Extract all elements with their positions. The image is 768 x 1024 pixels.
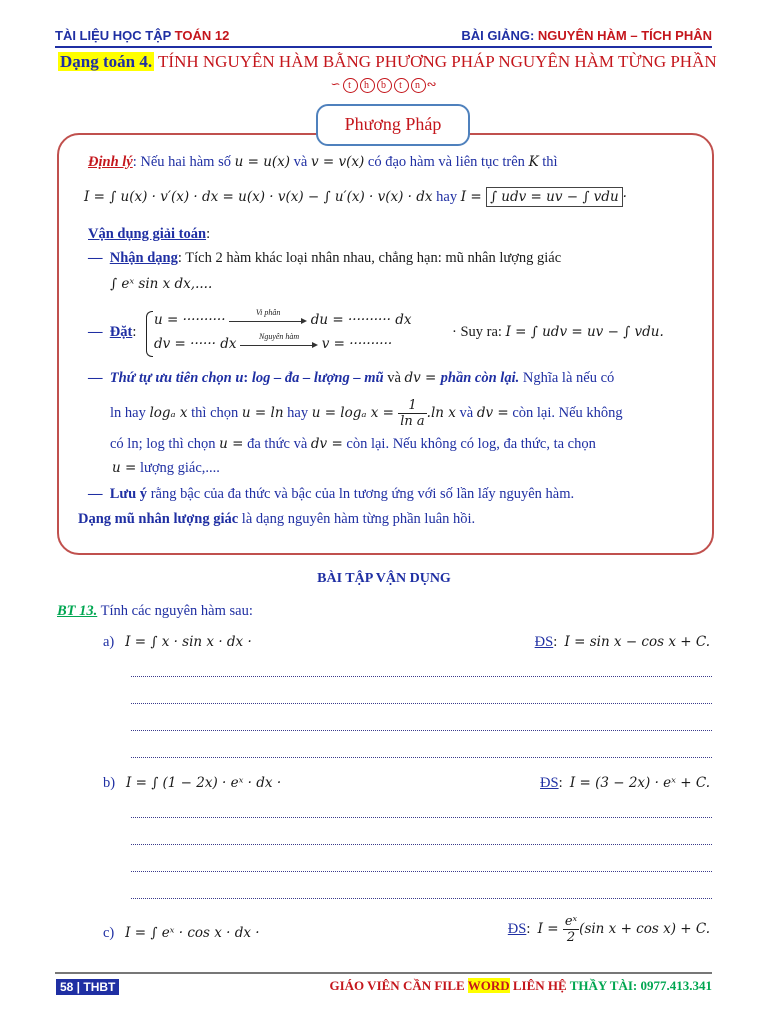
header-right: BÀI GIẢNG: NGUYÊN HÀM – TÍCH PHÂN [461,28,712,43]
antiderivative-arrow: Nguyên hàm [240,339,318,351]
page-number: 58 | THBT [56,979,119,995]
section-heading: Dạng toán 4. TÍNH NGUYÊN HÀM BẰNG PHƯƠNG PHÁP NGUYÊN HÀM TỪNG PHẦN [60,52,717,71]
set-result: · Suy ra: I = ∫ udv = uv − ∫ vdu. [452,324,664,340]
answer-line [131,757,712,758]
exercise-a: a) I = ∫ x · sin x · dx · [103,634,252,650]
priority-rule: — Thứ tự ưu tiên chọn u: log – đa – lượng – mũ và dv = phần còn lại. Nghĩa là nếu có [88,370,615,386]
exercise-intro: BT 13. Tính các nguyên hàm sau: [57,603,253,619]
priority-no-ln: có ln; log thì chọn u = đa thức và dv = còn lại. Nếu không có log, đa thức, ta chọn [110,436,596,452]
answer-line [131,730,712,731]
answer-line [131,844,712,845]
boxed-formula: ∫ udv = uv − ∫ vdu [486,187,623,207]
answer-line [131,817,712,818]
method-box-title: Phương Pháp [316,104,470,146]
header-left: TÀI LIỆU HỌC TẬP TOÁN 12 [55,28,230,43]
final-note: Dạng mũ nhân lượng giác là dạng nguyên hàm từng phần luân hồi. [78,511,476,527]
answer-line [131,703,712,704]
footer-divider [55,972,712,974]
set-row-u: u = ·········· Vi phân du = ·········· dx [154,307,412,328]
recognize-step: — Nhận dạng: Tích 2 hàm khác loại nhân nhau, chẳng hạn: mũ nhân lượng giác [88,250,562,266]
footer-contact: GIÁO VIÊN CẦN FILE WORD LIÊN HỆ THẦY TÀI: 0977.413.341 [329,978,712,993]
ornament: ∽ t h b t n ∾ [330,77,438,91]
apply-heading: Vận dụng giải toán: [88,226,211,242]
note: — Lưu ý rằng bậc của đa thức và bậc của ln tương ứng với số lần lấy nguyên hàm. [88,486,575,502]
answer-line [131,898,712,899]
parts-formula: I = ∫ u(x) · v′(x) · dx = u(x) · v(x) − ∫ u′(x) · v(x) · dx hay I = ∫ udv = uv − ∫ vdu · [84,189,627,205]
header-divider [55,46,712,48]
answer-line [131,676,712,677]
priority-ln: ln hay logₐ x thì chọn u = ln hay u = logₐ x = $\frac{1}{\text{ln a}}$ .ln x và dv = còn lại. Nếu không [110,398,623,429]
exercise-b: b) I = ∫ (1 − 2x) · eˣ · dx · [103,775,282,791]
exercise-section-title: BÀI TẬP VẬN DỤNG [317,571,451,586]
set-brace [146,311,153,357]
answer-b: ĐS: I = (3 − 2x) · eˣ + C. [540,775,710,791]
one-over-ln-a: $\frac{1}{\text{ln a}}$ [400,398,425,429]
answer-line [131,871,712,872]
ex-over-two: $\frac{\text{eˣ}}{2}$ [564,914,578,945]
differentiate-arrow: Vi phân [229,315,307,327]
topic-tag: Dạng toán 4. [60,52,153,71]
answer-a: ĐS: I = sin x − cos x + C. [534,634,710,650]
recognize-example: ∫ eˣ sin x dx,.... [110,276,213,292]
set-step-label: — Đặt: [88,324,137,340]
priority-trig: u = lượng giác,.... [112,460,220,476]
answer-c: ĐS: I = $\frac{\text{eˣ}}{2}$ (sin x + cos x) + C. [507,914,710,945]
exercise-c: c) I = ∫ eˣ · cos x · dx · [103,925,260,941]
set-row-dv: dv = ······ dx Nguyên hàm v = ·········· [154,331,393,352]
theorem: Định lý: Nếu hai hàm số u = u(x) và v = v(x) có đạo hàm và liên tục trên K thì [88,154,558,170]
